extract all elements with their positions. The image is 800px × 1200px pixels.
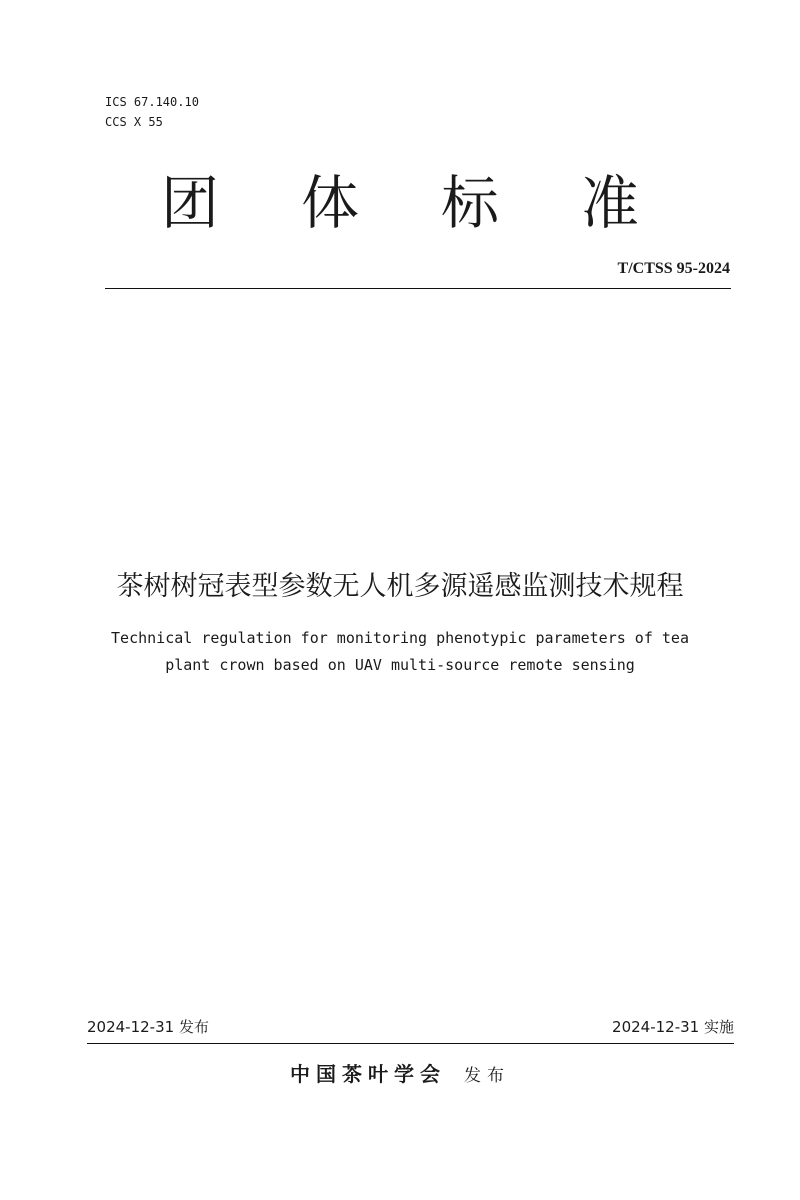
implementation-date: 2024-12-31 实施 [612,1018,734,1036]
issue-action: 发布 [464,1066,510,1086]
english-title-line-1: Technical regulation for monitoring phenotypic parameters of tea [111,629,689,647]
ics-code: ICS 67.140.10 [105,95,199,109]
issuing-organization: 中国茶叶学会 [290,1062,446,1086]
standard-number: T/CTSS 95-2024 [617,260,730,277]
standard-type-char: 准 [581,169,640,237]
standard-type-char: 标 [441,169,500,237]
document-title-chinese: 茶树树冠表型参数无人机多源遥感监测技术规程 [116,571,684,602]
standard-type-heading [0,165,800,241]
document-title-english [0,625,800,679]
english-title-line-2: plant crown based on UAV multi-source remote sensing [165,656,635,674]
classification-codes [105,92,199,132]
standard-type-char: 团 [160,169,219,237]
standard-type-char: 体 [300,169,359,237]
bottom-divider [87,1043,734,1044]
ccs-code: CCS X 55 [105,115,163,129]
publish-date: 2024-12-31 发布 [87,1018,209,1036]
issuer-line [0,1058,800,1087]
top-divider [105,288,731,289]
